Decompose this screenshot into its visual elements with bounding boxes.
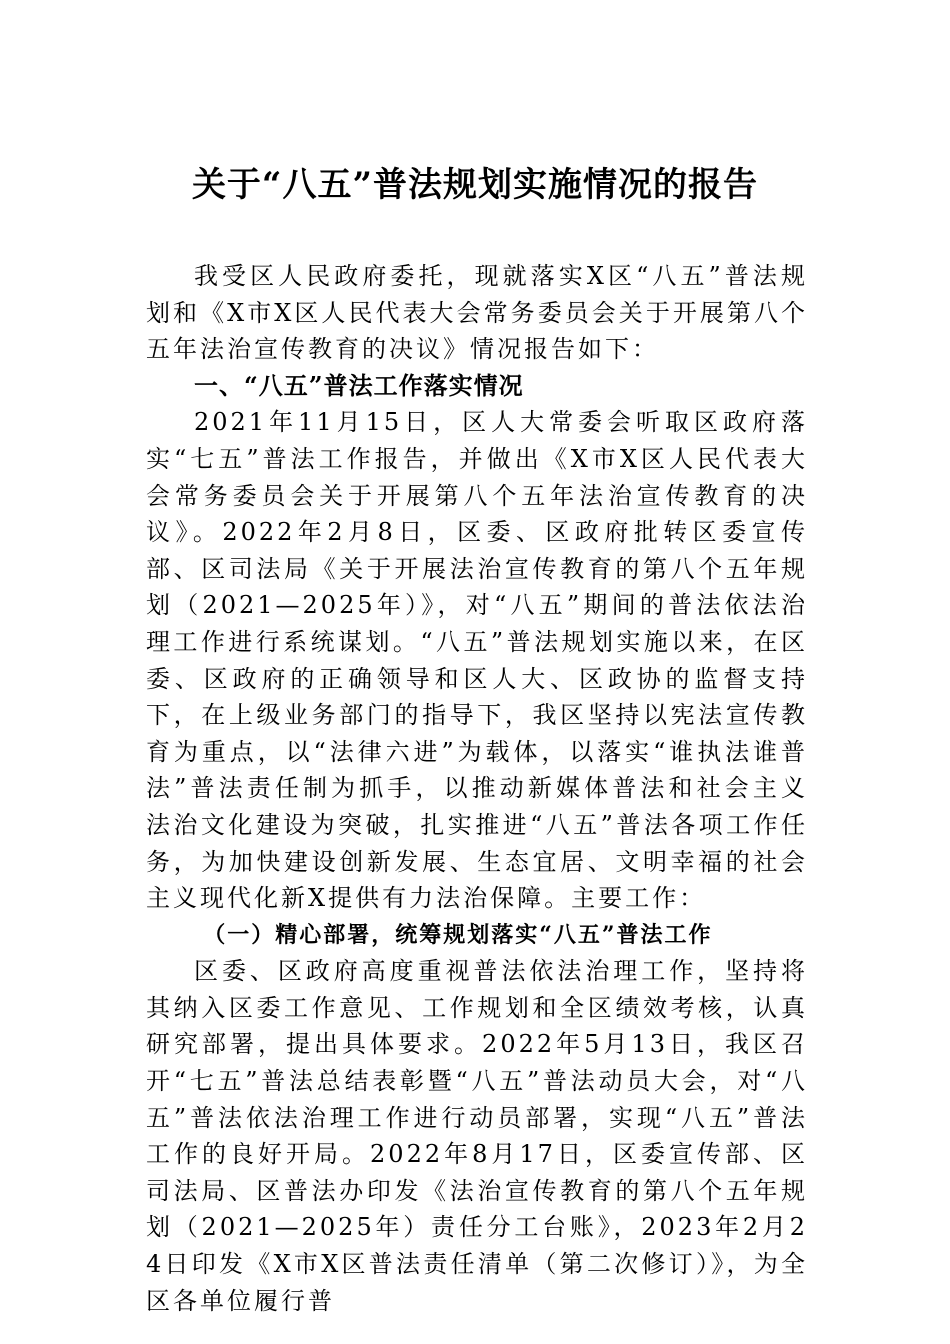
subsection-1-paragraph: 区委、区政府高度重视普法依法治理工作，坚持将其纳入区委工作意见、工作规划和全区绩效考核，认真研究部署，提出具体要求。2022年5月13日，我区召开“七五”普法总结表彰暨“八五”普法动员大会，对“八五”普法依法治理工作进行动员部署，实现“八五”普法工作的良好开局。2022年8月17日，区委宣传部、区司法局、区普法办印发《法治宣传教育的第八个五年规划（2021—2025年）责任分工台账》，2023年2月24日印发《X市X区普法责任清单（第二次修订）》，为全区各单位履行普 [146,957,808,1315]
section-heading-1: 一、“八五”普法工作落实情况 [194,370,524,400]
subsection-heading-1: （一）精心部署，统筹规划落实“八五”普法工作 [203,921,713,948]
document-body [146,258,808,1319]
document-title: 关于“八五”普法规划实施情况的报告 [191,165,759,205]
intro-paragraph: 我受区人民政府委托，现就落实X区“八五”普法规划和《X市X区人民代表大会常务委员会关于开展第八个五年法治宣传教育的决议》情况报告如下： [146,262,808,364]
section-1-paragraph: 2021年11月15日，区人大常委会听取区政府落实“七五”普法工作报告，并做出《X市X区人民代表大会常务委员会关于开展第八个五年法治宣传教育的决议》。2022年2月8日，区委、区政府批转区委宣传部、区司法局《关于开展法治宣传教育的第八个五年规划（2021—2025年）》，对“八五”期间的普法依法治理工作进行系统谋划。“八五”普法规划实施以来，在区委、区政府的正确领导和区人大、区政协的监督支持下，在上级业务部门的指导下，我区坚持以宪法宣传教育为重点，以“法律六进”为载体，以落实“谁执法谁普法”普法责任制为抓手，以推动新媒体普法和社会主义法治文化建设为突破，扎实推进“八五”普法各项工作任务，为加快建设创新发展、生态宜居、文明幸福的社会主义现代化新X提供有力法治保障。主要工作： [146,408,808,913]
